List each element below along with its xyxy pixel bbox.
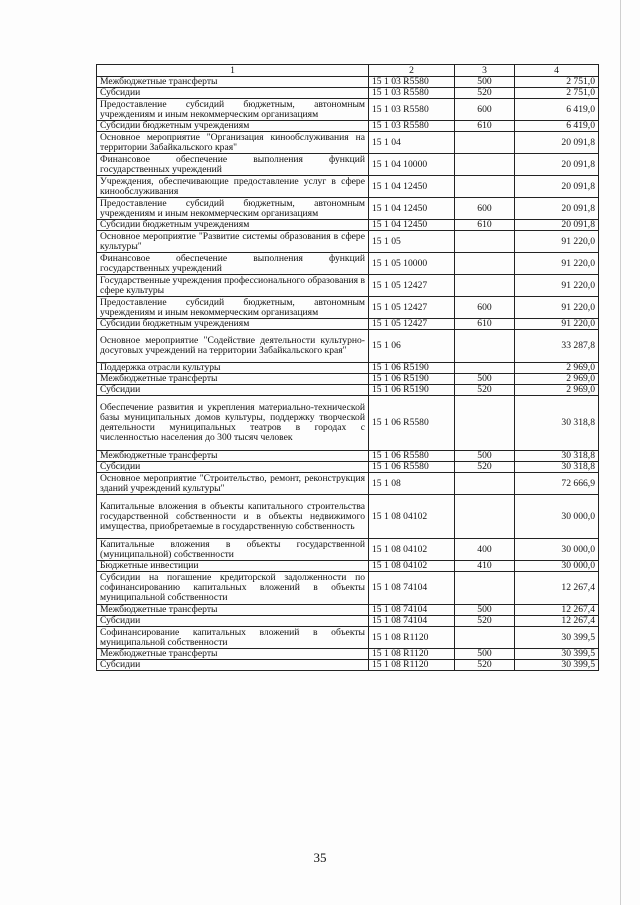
- row-type-cell: [455, 231, 515, 253]
- row-type-cell: 610: [455, 220, 515, 231]
- row-code-cell: 15 1 04 12450: [369, 198, 455, 220]
- row-name-cell: Субсидии: [97, 616, 369, 627]
- row-sum-cell: 33 287,8: [515, 330, 599, 363]
- row-code-cell: 15 1 08 04102: [369, 539, 455, 561]
- row-type-cell: 520: [455, 88, 515, 99]
- page-number: 35: [313, 850, 327, 865]
- row-sum-cell: 91 220,0: [515, 319, 599, 330]
- row-name-cell: Обеспечение развития и укрепления материально-технической базы муниципальных домов культуры, поддержку творческой деятельности муниципальных театров в городах с численностью населения до 300 тысяч человек: [97, 396, 369, 451]
- table-row: [97, 363, 599, 374]
- table-row: [97, 451, 599, 462]
- table-row: [97, 99, 599, 121]
- row-sum-cell: 72 666,9: [515, 473, 599, 495]
- row-name-cell: Основное мероприятие "Строительство, ремонт, реконструкция зданий учреждений культуры": [97, 473, 369, 495]
- table-row: [97, 539, 599, 561]
- row-name-cell: Учреждения, обеспечивающие предоставление услуг в сфере кинообслуживания: [97, 176, 369, 198]
- row-sum-cell: 91 220,0: [515, 253, 599, 275]
- row-name-cell: Финансовое обеспечение выполнения функций государственных учреждений: [97, 253, 369, 275]
- row-sum-cell: 30 399,5: [515, 627, 599, 649]
- row-type-cell: [455, 154, 515, 176]
- row-name-cell: Межбюджетные трансферты: [97, 77, 369, 88]
- row-name-cell: Государственные учреждения профессионального образования в сфере культуры: [97, 275, 369, 297]
- table-row: [97, 220, 599, 231]
- table-row: [97, 231, 599, 253]
- row-sum-cell: 91 220,0: [515, 231, 599, 253]
- row-sum-cell: 20 091,8: [515, 220, 599, 231]
- row-type-cell: 610: [455, 319, 515, 330]
- row-code-cell: 15 1 05 10000: [369, 253, 455, 275]
- table-row: [97, 154, 599, 176]
- row-code-cell: 15 1 08 R1120: [369, 649, 455, 660]
- row-type-cell: [455, 396, 515, 451]
- row-code-cell: 15 1 08 74104: [369, 572, 455, 605]
- row-name-cell: Основное мероприятие "Развитие системы образования в сфере культуры": [97, 231, 369, 253]
- row-sum-cell: 30 000,0: [515, 495, 599, 539]
- row-type-cell: 500: [455, 451, 515, 462]
- row-code-cell: 15 1 05 12427: [369, 297, 455, 319]
- row-code-cell: 15 1 06 R5190: [369, 385, 455, 396]
- row-code-cell: 15 1 03 R5580: [369, 88, 455, 99]
- row-code-cell: 15 1 05 12427: [369, 319, 455, 330]
- row-name-cell: Капитальные вложения в объекты капитального строительства государственной собственности и в объекты недвижимого имущества, приобретаемые в государственную собственность: [97, 495, 369, 539]
- row-name-cell: Основное мероприятие "Организация кинообслуживания на территории Забайкальского края": [97, 132, 369, 154]
- table-row: [97, 253, 599, 275]
- row-type-cell: [455, 330, 515, 363]
- row-code-cell: 15 1 06: [369, 330, 455, 363]
- table-row: [97, 385, 599, 396]
- row-sum-cell: 30 318,8: [515, 396, 599, 451]
- table-row: [97, 176, 599, 198]
- row-name-cell: Субсидии бюджетным учреждениям: [97, 319, 369, 330]
- row-code-cell: 15 1 06 R5580: [369, 396, 455, 451]
- row-sum-cell: 30 399,5: [515, 660, 599, 671]
- row-sum-cell: 20 091,8: [515, 176, 599, 198]
- table-row: [97, 627, 599, 649]
- scan-edge-line: [620, 0, 621, 905]
- row-code-cell: 15 1 06 R5190: [369, 363, 455, 374]
- row-name-cell: Поддержка отрасли культуры: [97, 363, 369, 374]
- row-name-cell: Финансовое обеспечение выполнения функций государственных учреждений: [97, 154, 369, 176]
- row-code-cell: 15 1 04: [369, 132, 455, 154]
- row-name-cell: Субсидии бюджетным учреждениям: [97, 121, 369, 132]
- row-name-cell: Субсидии бюджетным учреждениям: [97, 220, 369, 231]
- row-code-cell: 15 1 08 74104: [369, 616, 455, 627]
- row-type-cell: 520: [455, 660, 515, 671]
- table-row: [97, 319, 599, 330]
- row-type-cell: 600: [455, 297, 515, 319]
- table-row: [97, 88, 599, 99]
- row-sum-cell: 30 000,0: [515, 561, 599, 572]
- table-row: [97, 561, 599, 572]
- row-name-cell: Софинансирование капитальных вложений в объекты муниципальной собственности: [97, 627, 369, 649]
- row-name-cell: Межбюджетные трансферты: [97, 374, 369, 385]
- table-row: [97, 605, 599, 616]
- row-code-cell: 15 1 04 10000: [369, 154, 455, 176]
- row-type-cell: 600: [455, 198, 515, 220]
- row-code-cell: 15 1 08 R1120: [369, 660, 455, 671]
- row-sum-cell: 20 091,8: [515, 154, 599, 176]
- row-sum-cell: 20 091,8: [515, 132, 599, 154]
- table-row: [97, 396, 599, 451]
- row-name-cell: Субсидии: [97, 88, 369, 99]
- row-code-cell: 15 1 03 R5580: [369, 99, 455, 121]
- table-row: [97, 374, 599, 385]
- row-code-cell: 15 1 08 04102: [369, 495, 455, 539]
- table-row: [97, 121, 599, 132]
- row-sum-cell: 12 267,4: [515, 605, 599, 616]
- table-row: [97, 297, 599, 319]
- row-sum-cell: 2 751,0: [515, 88, 599, 99]
- table-row: [97, 660, 599, 671]
- row-code-cell: 15 1 06 R5580: [369, 462, 455, 473]
- table-row: [97, 77, 599, 88]
- table-row: [97, 275, 599, 297]
- row-code-cell: 15 1 04 12450: [369, 220, 455, 231]
- row-type-cell: [455, 132, 515, 154]
- table-row: [97, 473, 599, 495]
- row-type-cell: 400: [455, 539, 515, 561]
- row-type-cell: [455, 253, 515, 275]
- row-code-cell: 15 1 04 12450: [369, 176, 455, 198]
- row-name-cell: Субсидии: [97, 385, 369, 396]
- row-name-cell: Предоставление субсидий бюджетным, автономным учреждениям и иным некоммерческим организациям: [97, 198, 369, 220]
- row-name-cell: Предоставление субсидий бюджетным, автономным учреждениям и иным некоммерческим организациям: [97, 297, 369, 319]
- row-type-cell: 520: [455, 385, 515, 396]
- row-name-cell: Основное мероприятие "Содействие деятельности культурно-досуговых учреждений на территории Забайкальского края": [97, 330, 369, 363]
- row-name-cell: Предоставление субсидий бюджетным, автономным учреждениям и иным некоммерческим организациям: [97, 99, 369, 121]
- table-row: [97, 572, 599, 605]
- row-name-cell: Межбюджетные трансферты: [97, 649, 369, 660]
- table-row: [97, 649, 599, 660]
- header-col-1: 1: [97, 65, 369, 77]
- row-code-cell: 15 1 05: [369, 231, 455, 253]
- header-col-3: 3: [455, 65, 515, 77]
- row-sum-cell: 2 969,0: [515, 374, 599, 385]
- row-type-cell: [455, 473, 515, 495]
- row-name-cell: Межбюджетные трансферты: [97, 451, 369, 462]
- row-sum-cell: 2 969,0: [515, 385, 599, 396]
- row-sum-cell: 12 267,4: [515, 616, 599, 627]
- row-type-cell: 500: [455, 649, 515, 660]
- table-row: [97, 495, 599, 539]
- header-row: [97, 65, 599, 77]
- row-sum-cell: 2 751,0: [515, 77, 599, 88]
- row-name-cell: Субсидии: [97, 660, 369, 671]
- table-row: [97, 330, 599, 363]
- table-row: [97, 198, 599, 220]
- row-code-cell: 15 1 03 R5580: [369, 121, 455, 132]
- table-row: [97, 132, 599, 154]
- table-body: [97, 77, 599, 671]
- budget-table: [96, 64, 599, 671]
- row-sum-cell: 30 000,0: [515, 539, 599, 561]
- header-col-4: 4: [515, 65, 599, 77]
- header-col-2: 2: [369, 65, 455, 77]
- row-type-cell: 600: [455, 99, 515, 121]
- row-sum-cell: 12 267,4: [515, 572, 599, 605]
- row-type-cell: 610: [455, 121, 515, 132]
- row-type-cell: 500: [455, 77, 515, 88]
- row-code-cell: 15 1 05 12427: [369, 275, 455, 297]
- row-sum-cell: 30 318,8: [515, 451, 599, 462]
- table-row: [97, 616, 599, 627]
- row-code-cell: 15 1 06 R5580: [369, 451, 455, 462]
- row-code-cell: 15 1 08 R1120: [369, 627, 455, 649]
- row-code-cell: 15 1 08 74104: [369, 605, 455, 616]
- table-row: [97, 462, 599, 473]
- row-code-cell: 15 1 08 04102: [369, 561, 455, 572]
- row-type-cell: [455, 176, 515, 198]
- row-sum-cell: 30 318,8: [515, 462, 599, 473]
- row-type-cell: 410: [455, 561, 515, 572]
- row-sum-cell: 91 220,0: [515, 297, 599, 319]
- row-code-cell: 15 1 06 R5190: [369, 374, 455, 385]
- row-type-cell: [455, 363, 515, 374]
- row-code-cell: 15 1 08: [369, 473, 455, 495]
- row-type-cell: 500: [455, 374, 515, 385]
- row-type-cell: 520: [455, 616, 515, 627]
- row-sum-cell: 20 091,8: [515, 198, 599, 220]
- row-sum-cell: 91 220,0: [515, 275, 599, 297]
- row-sum-cell: 6 419,0: [515, 121, 599, 132]
- row-type-cell: 520: [455, 462, 515, 473]
- row-type-cell: [455, 572, 515, 605]
- row-name-cell: Межбюджетные трансферты: [97, 605, 369, 616]
- row-sum-cell: 30 399,5: [515, 649, 599, 660]
- row-name-cell: Субсидии: [97, 462, 369, 473]
- row-type-cell: [455, 627, 515, 649]
- row-type-cell: [455, 495, 515, 539]
- row-sum-cell: 2 969,0: [515, 363, 599, 374]
- row-type-cell: 500: [455, 605, 515, 616]
- row-code-cell: 15 1 03 R5580: [369, 77, 455, 88]
- row-name-cell: Субсидии на погашение кредиторской задолженности по софинансированию капитальных вложений в объекты муниципальной собственности: [97, 572, 369, 605]
- row-name-cell: Бюджетные инвестиции: [97, 561, 369, 572]
- table-header: [97, 65, 599, 77]
- row-type-cell: [455, 275, 515, 297]
- row-name-cell: Капитальные вложения в объекты государственной (муниципальной) собственности: [97, 539, 369, 561]
- row-sum-cell: 6 419,0: [515, 99, 599, 121]
